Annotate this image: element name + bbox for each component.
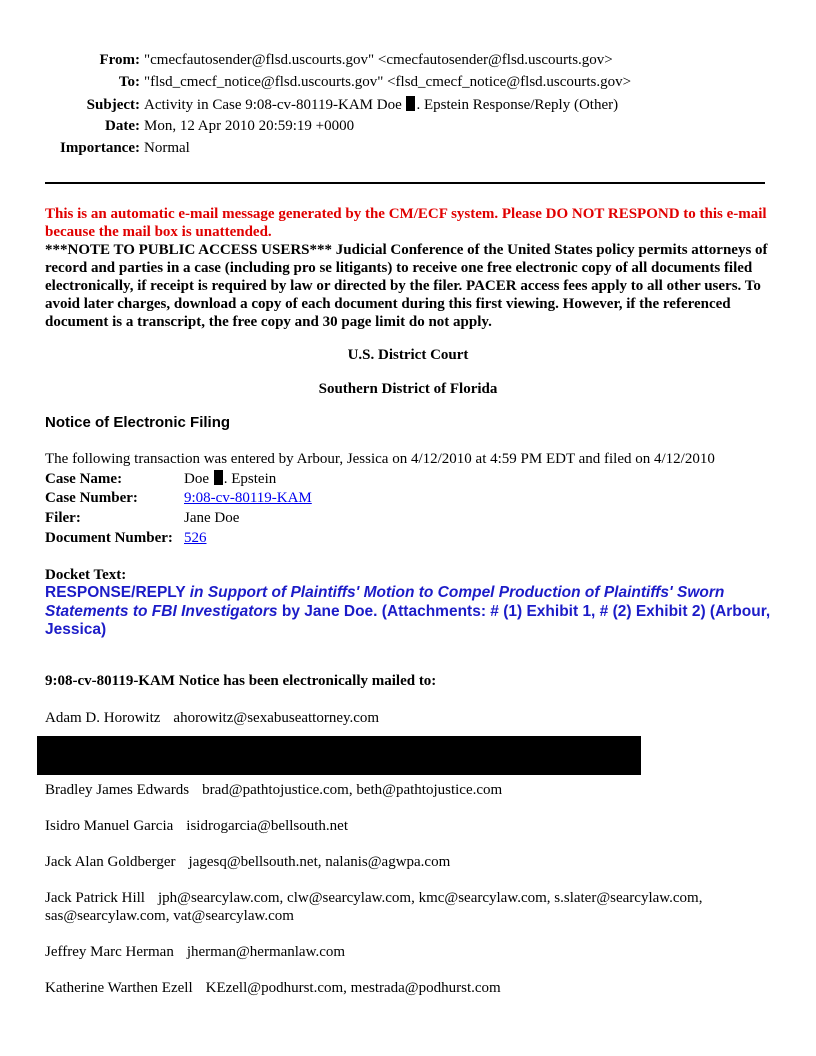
case-name-value bbox=[184, 470, 276, 488]
case-number-row bbox=[45, 490, 312, 510]
date-row bbox=[0, 118, 816, 140]
subject-label: Subject: bbox=[86, 97, 140, 113]
filer-row bbox=[45, 510, 312, 530]
subject-value bbox=[144, 96, 618, 114]
document-number-link[interactable]: 526 bbox=[184, 530, 207, 546]
recipient-emails: jph@searcylaw.com, clw@searcylaw.com, kmc@searcylaw.com, s.slater@searcylaw.com, sas@searcylaw.com, vat@searcylaw.com bbox=[45, 890, 703, 924]
docket-entry-description: in Support of Plaintiffs' Motion to Compel Production of Plaintiffs' Sworn Statements to FBI Investigators bbox=[45, 584, 725, 620]
subject-text-end: . Epstein Response/Reply (Other) bbox=[416, 97, 619, 113]
document-number-label: Document Number: bbox=[45, 530, 173, 546]
court-name: U.S. District Court bbox=[347, 347, 469, 363]
subject-row bbox=[0, 96, 816, 118]
recipient-row bbox=[45, 781, 775, 799]
docket-entry-details: by Jane Doe. (Attachments: # (1) Exhibit 1, # (2) Exhibit 2) (Arbour, Jessica) bbox=[45, 602, 771, 638]
case-number-label: Case Number: bbox=[45, 490, 138, 506]
recipient-row bbox=[45, 979, 775, 997]
case-number-link[interactable]: 9:08-cv-80119-KAM bbox=[184, 490, 312, 506]
case-name-end: . Epstein bbox=[223, 471, 277, 487]
redaction-bar bbox=[37, 736, 641, 775]
importance-label: Importance: bbox=[60, 140, 140, 156]
subject-text-start: Activity in Case 9:08-cv-80119-KAM Doe bbox=[144, 97, 402, 113]
document-number-row bbox=[45, 530, 312, 550]
from-row bbox=[0, 52, 816, 74]
to-value: "flsd_cmecf_notice@flsd.uscourts.gov" <flsd_cmecf_notice@flsd.uscourts.gov> bbox=[144, 74, 632, 90]
recipient-row bbox=[45, 853, 775, 871]
case-name-row bbox=[45, 470, 312, 490]
recipient-name: Katherine Warthen Ezell bbox=[45, 980, 193, 996]
public-access-note: ***NOTE TO PUBLIC ACCESS USERS*** Judicial Conference of the United States policy permits attorneys of record and parties in a case (including pro se litigants) to receive one free electronic copy of all documents filed electronically, if receipt is required by law or directed by the filer. PACER access fees apply to all other users. To avoid later charges, download a copy of each document during this first viewing. However, if the referenced document is a transcript, the free copy and 30 page limit do not apply. bbox=[45, 242, 768, 330]
recipient-emails: KEzell@podhurst.com, mestrada@podhurst.com bbox=[205, 980, 501, 996]
docket-text bbox=[45, 584, 785, 640]
recipient-name: Jack Alan Goldberger bbox=[45, 854, 176, 870]
filer-value: Jane Doe bbox=[184, 510, 240, 526]
court-district: Southern District of Florida bbox=[318, 381, 498, 397]
to-label: To: bbox=[118, 74, 140, 90]
auto-message-warning: This is an automatic e-mail message generated by the CM/ECF system. Please DO NOT RESPOND to this e-mail because the mail box is unattended. bbox=[45, 206, 767, 240]
mailed-to-header: 9:08-cv-80119-KAM Notice has been electronically mailed to: bbox=[45, 673, 437, 689]
recipient-row bbox=[45, 709, 775, 727]
recipient-name: Bradley James Edwards bbox=[45, 782, 190, 798]
case-info bbox=[45, 470, 312, 550]
recipient-emails: jherman@hermanlaw.com bbox=[186, 944, 346, 960]
date-label: Date: bbox=[105, 118, 140, 134]
from-value: "cmecfautosender@flsd.uscourts.gov" <cmecfautosender@flsd.uscourts.gov> bbox=[144, 52, 613, 68]
recipient-name: Isidro Manuel Garcia bbox=[45, 818, 174, 834]
recipient-emails: ahorowitz@sexabuseattorney.com bbox=[173, 710, 380, 726]
inline-redaction bbox=[406, 96, 415, 111]
recipient-row bbox=[45, 817, 775, 835]
transaction-line: The following transaction was entered by Arbour, Jessica on 4/12/2010 at 4:59 PM EDT and filed on 4/12/2010 bbox=[45, 451, 715, 467]
importance-row bbox=[0, 140, 816, 162]
recipient-emails: isidrogarcia@bellsouth.net bbox=[186, 818, 348, 834]
case-name-label: Case Name: bbox=[45, 471, 123, 487]
inline-redaction bbox=[214, 470, 223, 485]
from-label: From: bbox=[99, 52, 140, 68]
to-row bbox=[0, 74, 816, 96]
recipient-name: Jeffrey Marc Herman bbox=[45, 944, 174, 960]
filer-label: Filer: bbox=[45, 510, 81, 526]
header-divider bbox=[45, 182, 765, 184]
case-name-start: Doe bbox=[184, 471, 209, 487]
recipient-row bbox=[45, 943, 775, 961]
recipient-name: Adam D. Horowitz bbox=[45, 710, 161, 726]
recipient-emails: jagesq@bellsouth.net, nalanis@agwpa.com bbox=[188, 854, 451, 870]
docket-entry-type: RESPONSE/REPLY bbox=[45, 584, 190, 601]
recipient-name: Jack Patrick Hill bbox=[45, 890, 145, 906]
date-value: Mon, 12 Apr 2010 20:59:19 +0000 bbox=[144, 118, 355, 134]
email-header bbox=[0, 52, 816, 162]
nef-title: Notice of Electronic Filing bbox=[45, 414, 231, 431]
docket-text-label: Docket Text: bbox=[45, 567, 127, 583]
importance-value: Normal bbox=[144, 140, 190, 156]
recipient-row bbox=[45, 889, 775, 925]
recipient-emails: brad@pathtojustice.com, beth@pathtojustice.com bbox=[202, 782, 503, 798]
